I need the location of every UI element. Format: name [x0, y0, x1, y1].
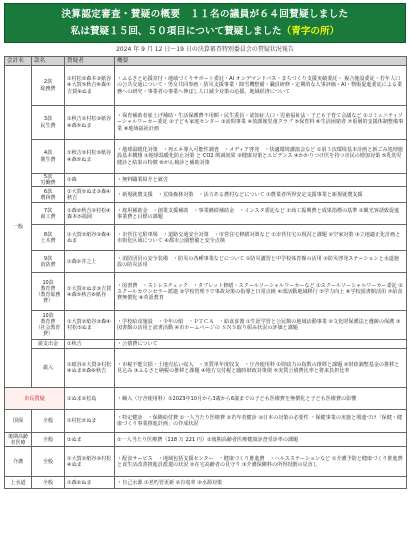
gaiyo-cell: ・自己水源 ①老朽管更新 ②有収率 ③水源対策: [115, 477, 407, 489]
sanpi-cell: ①秋吉②村松③紙谷④森⑤ぬま: [65, 106, 115, 140]
kaikei-cell-shicho: 市長質疑: [5, 388, 65, 410]
kan-cell: 4款 衛生費: [32, 140, 65, 174]
kan-cell: 8款 土木費: [32, 225, 65, 251]
table-row: [5, 349, 407, 388]
header-title: 決算認定審査・賛疑の概要 １１名の議員が６４回賛疑しました: [61, 9, 349, 20]
gaiyo-cell: ・ふるさと応援寄付・地域づくりサポート委託・AI オンデマンドバス・まちづくり支援実績委託・ 複合施設委託・若年人口の公共交通について・男女共同参画・防災支援事業・除雪機整備・職員研修・定期的な人事評価・AI・物販促進委託による業務への研究・事業者の事業へ伸ばし人口減少対策の応援、地域経済について: [115, 66, 407, 106]
kan-cell: 6款 農林費: [32, 187, 65, 203]
gaiyo-cell: ・市営住宅駐車場 ・道路交通安全対策 ・市営住宅修繕対策など ①市営住宅の現況と課題 ②空家対策 ③立地適正化計画と市街化区域について ④都市公園整備と安全点検: [115, 225, 407, 251]
sanpi-cell: ①ぬま②松島: [65, 388, 115, 410]
sanpi-cell: ①森②井之上: [65, 251, 115, 273]
sanpi-cell: ①村松②ぬま: [65, 410, 115, 433]
col-header-gaiyo: 概要: [115, 57, 407, 66]
gaiyo-cell: ・消防団員の安全装備 ・防災の各種事業などについて ①防災講習と中学校体育館の活用 ②防災啓発ステーションと水道施設の防災活用: [115, 251, 407, 273]
gaiyo-cell: ・無料職業紹介と就労: [115, 174, 407, 187]
gaiyo-cell: ・公債費について: [115, 340, 407, 349]
header-summary-highlight: （青字の所）: [281, 26, 340, 37]
sanpi-cell: ①秋吉: [65, 340, 115, 349]
gaiyo-cell: ・学校給食施設 ・少年の船 ・ＰＴＣＡ ・給食食器 ①生涯学習と公民館の地域活動事業 ②文化財保護法と遺跡の保護 ③図書館の活用と読書活動 ④市ホームページの ＳＮＳ取り組み状況の評価と課題: [115, 311, 407, 340]
table-row: [5, 273, 407, 311]
header-banner: [4, 3, 406, 43]
table-row: [5, 187, 407, 203]
sanpi-cell: ①村松②森本③紙谷④大賀⑤秋吉⑥森⑦吉賀⑧ぬま: [65, 66, 115, 106]
sanpi-cell: ①秋吉②村松③紙谷④森⑤ぬま: [65, 140, 115, 174]
table-row: [5, 225, 407, 251]
kan-cell: 10款 教育費 （社会教育費）: [32, 311, 65, 340]
sanpi-cell: ①大賀②ぬま③森④秋吉: [65, 187, 115, 203]
col-header-kan: 款名: [32, 57, 65, 66]
report-subtitle: 2024 年 9 月 12 日～19 日の決算審査特別委員会の賛疑状況報告: [116, 46, 294, 53]
qa-table: [4, 56, 407, 489]
table-row: [5, 410, 407, 433]
kan-cell: 10款 教育費 （教育総務費）: [32, 273, 65, 311]
col-header-kaikei: 会計名: [5, 57, 32, 66]
table-row: [5, 106, 407, 140]
sanpi-cell: ①紙谷②大賀③村松④ぬま⑤森⑥秋吉: [65, 349, 115, 388]
kan-cell: 7款 商工費: [32, 203, 65, 225]
kan-cell: 歳入: [32, 349, 65, 388]
sanpi-cell: ①大賀②紙谷③村松④ぬま: [65, 447, 115, 477]
table-row: [5, 140, 407, 174]
table-row: [5, 66, 407, 106]
kaikei-cell-ippan: 一般: [5, 66, 32, 388]
gaiyo-cell: ①一人当たり医療費（118 万 221 円）②後期高齢者医療健康診査受診率の課題: [115, 433, 407, 447]
sanpi-cell: ①大賀②ぬま③吉賀④森⑤秋吉⑥紙谷: [65, 273, 115, 311]
gaiyo-cell: ・地球温暖化対策 ・再エネ導入可能性調査 ・メディア啓発 ・快適環境講演会など ①第３次環境基本計画と新ごみ処理施設基本構想 ②地球温暖化防止対策 と CO2 削減効果 ③健康対策とエビデンス ④かかりつけ医を持つ市民の増加対策 ⑤乳幼児健診と結果の特徴 ⑥がん検診と補助対策: [115, 140, 407, 174]
kan-cell: 全般: [32, 477, 65, 489]
kan-cell: 全般: [32, 447, 65, 477]
kan-cell: 9款 消防費: [32, 251, 65, 273]
kaikei-cell: 国保: [5, 410, 32, 433]
gaiyo-cell: ・配食サービス ・地域包括支援センター ・健康づくり推進費 ・ヘルスステーションなど ①介護予防と健康づくり推進費と食生活改善推進員派遣の状況 ②在宅高齢者の見守り ③介護保険料の所得段階の見直し: [115, 447, 407, 477]
kan-cell: 2款 総務費: [32, 66, 65, 106]
kan-cell: 全般: [32, 433, 65, 447]
header-summary-text: 私は賛疑１５回、５０項目について賛疑しました: [70, 26, 282, 37]
table-row: [5, 251, 407, 273]
sanpi-cell: ①森: [65, 174, 115, 187]
gaiyo-cell: ・新規就農支援 ・荒廃森林対策 ・活力ある農村などについて ①農業者所得安定支援事業と新規就農支援: [115, 187, 407, 203]
kan-cell: 5款 労働費: [32, 174, 65, 187]
table-row: [5, 477, 407, 489]
kan-cell: 3款 民生費: [32, 106, 65, 140]
gaiyo-cell: ・保育補助者雇上げ補助・生活保護費不用額・民生委員・認知症人口・児童福祉法・子ども子育て会議など ①コミュニティソーシャルワーカー委託 ②子ども家庭センター ③訪問事業 ④放課後児童クラブ ⑤保育料 ⑥生活困窮者 ⑦重層的支援体制整備事業 ⑧地域福祉計画: [115, 106, 407, 140]
gaiyo-cell: ・雇用補助金 ・創業支援補助 ・事業継続補助金 ・インスタ委託など ①商工振興費と成果指標の基準 ②観光客誘致促進事業費と目標の課題: [115, 203, 407, 225]
kan-cell: 全般: [32, 410, 65, 433]
table-row: [5, 311, 407, 340]
table-row: [5, 174, 407, 187]
sanpi-cell: ①大賀②紙谷③森④ぬま: [65, 225, 115, 251]
kan-cell: 諸支出金: [32, 340, 65, 349]
table-header-row: [5, 57, 407, 66]
table-row: [5, 388, 407, 410]
kaikei-cell: 上水道: [5, 477, 32, 489]
gaiyo-cell: ・市税不能欠損・土地売払い収入 ・実質単年度収支 ・庁舎使用料 ①財政力の指数の推移と課題 ②財政調整基金の推移と見込み ③ふるさと納税の推移と課題 ④地方交付税と臨時財政対策債 ⑤実質公債費比率と将来負担比率: [115, 349, 407, 388]
table-row: [5, 203, 407, 225]
table-row: [5, 433, 407, 447]
kaikei-cell: 後期高齢者医療: [5, 433, 32, 447]
gaiyo-cell: ・繰入（庁舎使用料）①2023年10月から3歳から6歳までの子ども医療費を無償化と子ども医療費の影響: [115, 388, 407, 410]
sanpi-cell: ①森②秋吉③村松④森本⑤福岡: [65, 203, 115, 225]
header-summary: [5, 21, 405, 38]
sanpi-cell: ①ぬま: [65, 433, 115, 447]
col-header-sanpi: 賛疑者: [65, 57, 115, 66]
kaikei-cell: 介護: [5, 447, 32, 477]
table-row: [5, 447, 407, 477]
sanpi-cell: ①大賀②紙谷③森④村松⑤ぬま: [65, 311, 115, 340]
gaiyo-cell: ・特定健診 ・保険給付費 ①一人当たり医療費 ②若年者健診 ③日本の対策の必要性 ・保健事業の実施と関連づけ「保健・健康づくり事業推進計画」の作成状況: [115, 410, 407, 433]
table-row: [5, 340, 407, 349]
gaiyo-cell: ・図書費 ・ストレスチェック ・タブレット修繕・スクールソーシャルワーカーなど ①スクールソーシャルワーカー委託 ②スクールカウンセラー派遣 ③学校管理下で事故対策の指導と日常点検 ④部活動地域移行 ⑤学力向上 ⑥学校図書館活用 ⑦給食費無償化 ⑧英語教育: [115, 273, 407, 311]
sanpi-cell: ①森②ぬま: [65, 477, 115, 489]
